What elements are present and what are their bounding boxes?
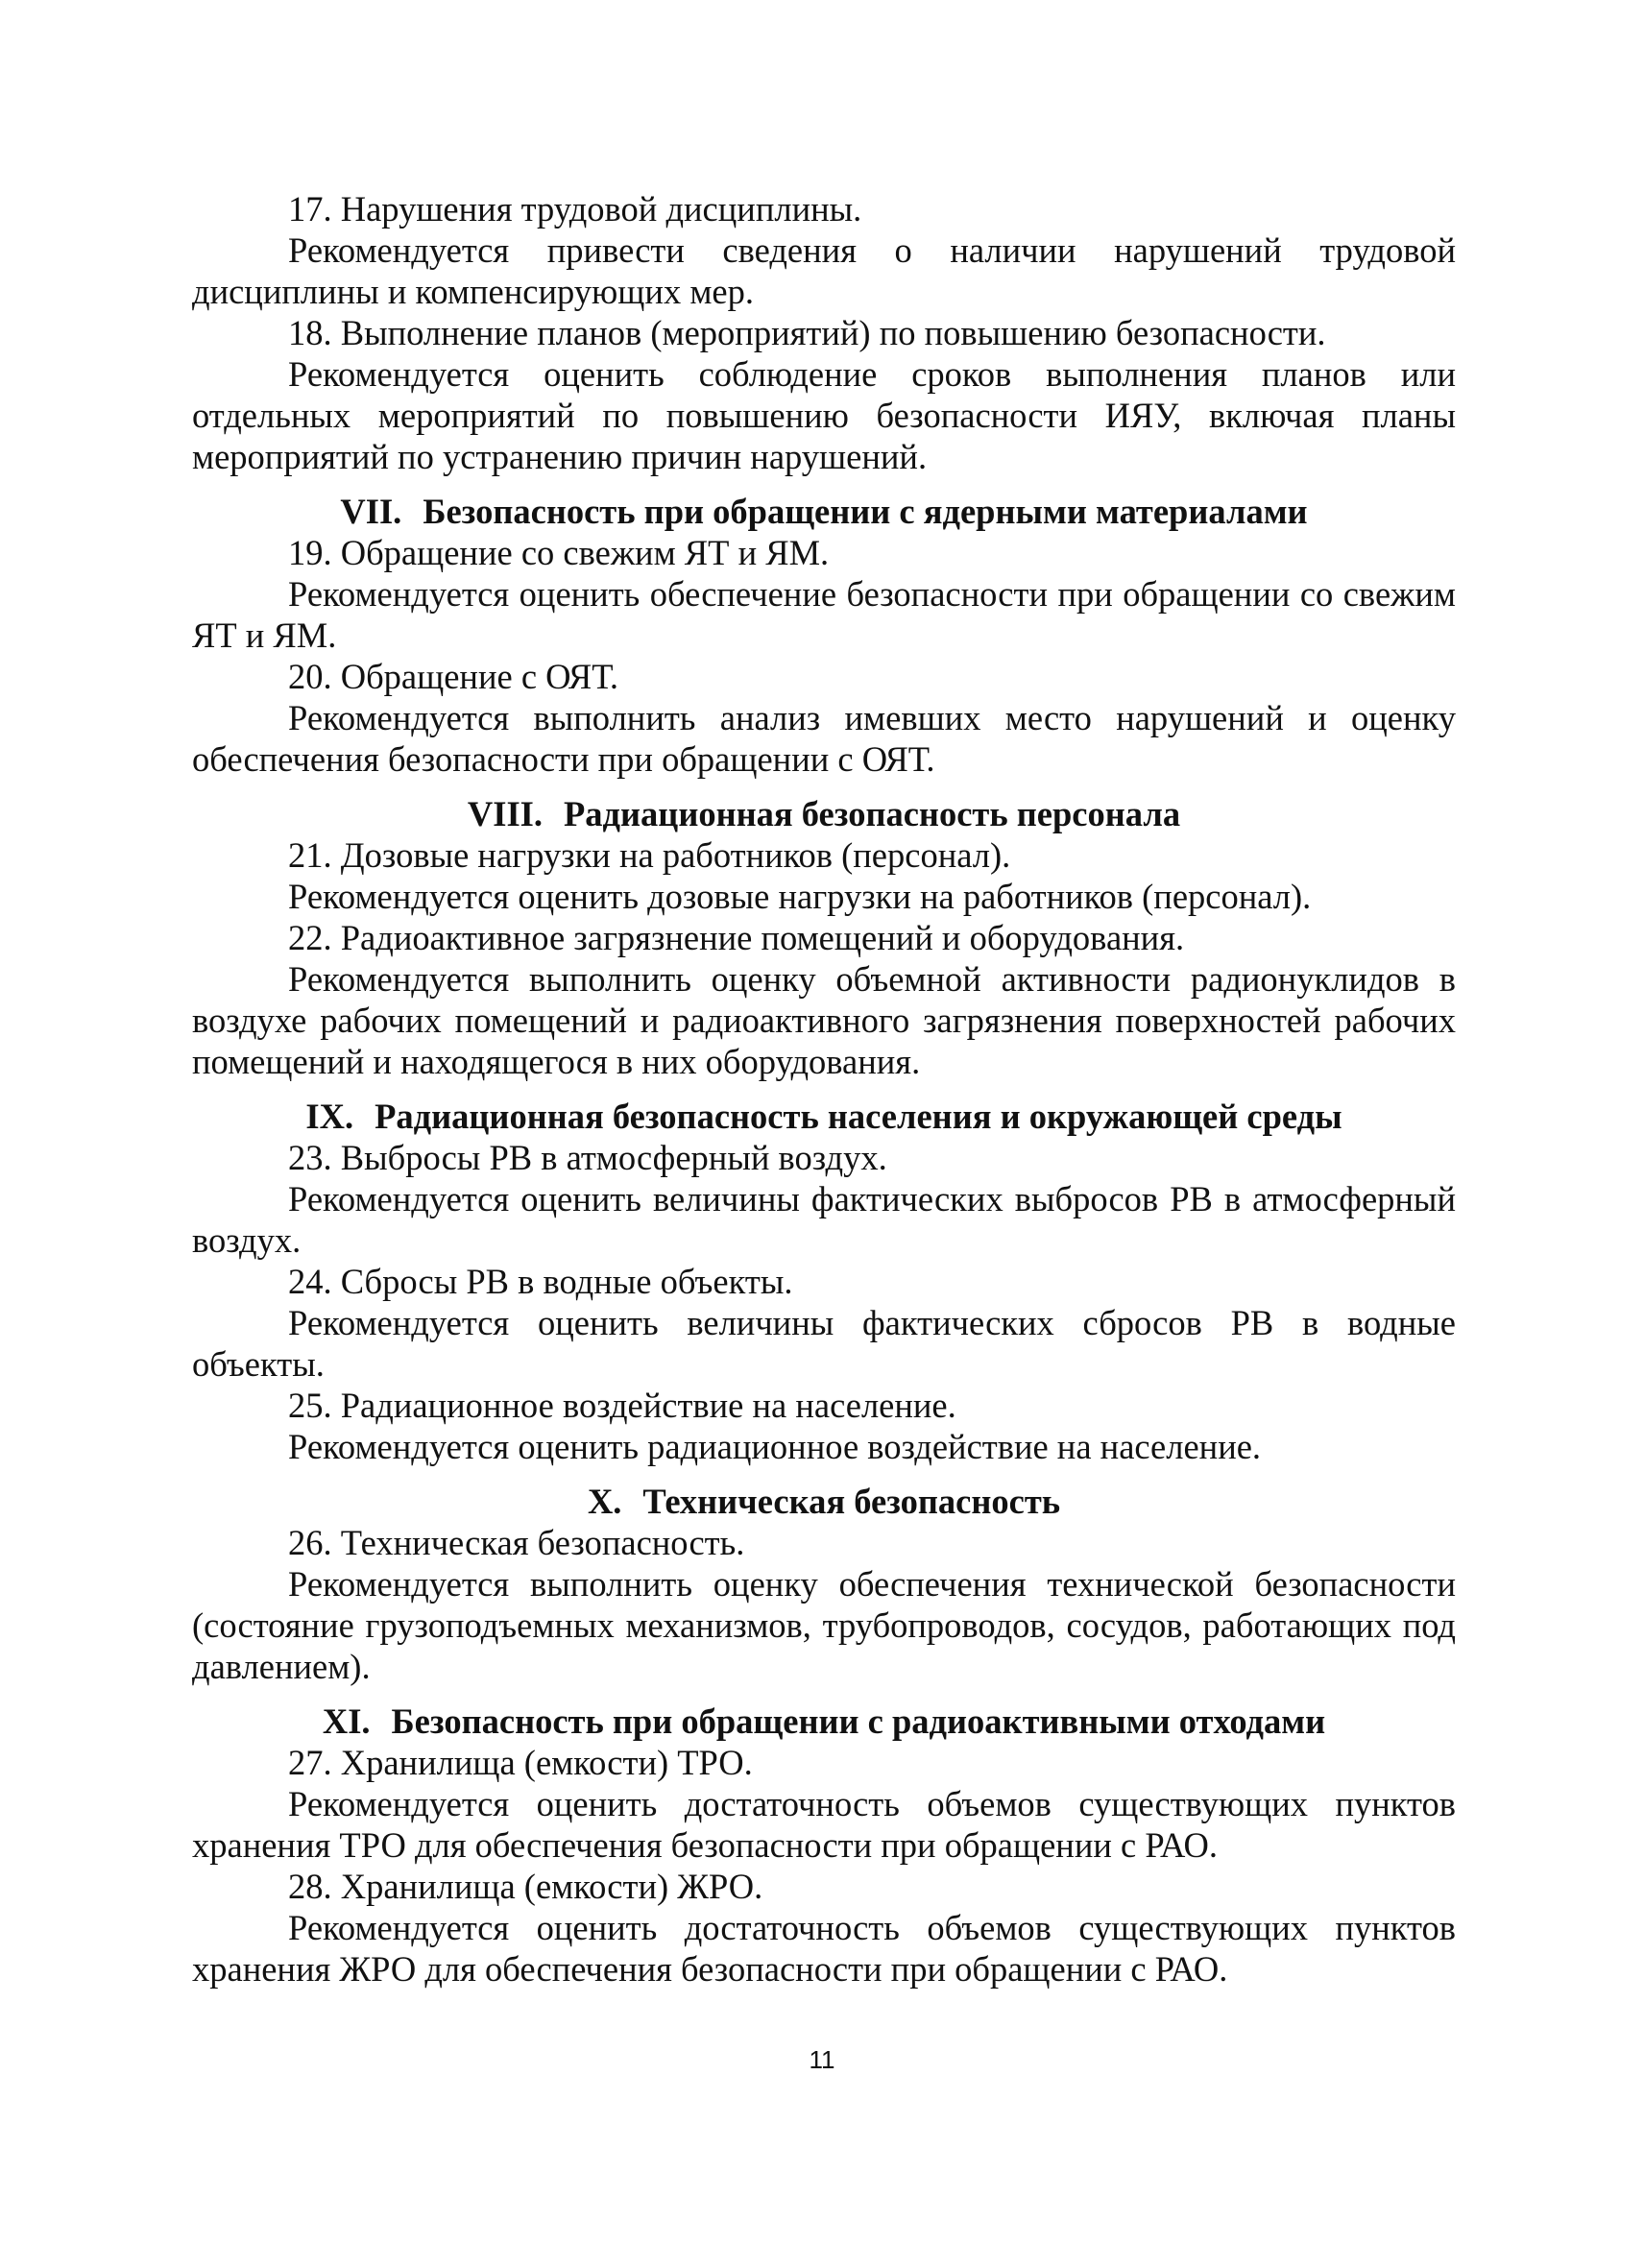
list-item: 20. Обращение с ОЯТ. [288,657,619,696]
section-title: Безопасность при обращении с ядерными материалами [423,492,1308,531]
paragraph: Рекомендуется оценить обеспечение безопасности при обращении со свежим ЯТ и ЯМ. [192,574,1456,655]
list-item: 22. Радиоактивное загрязнение помещений и оборудования. [288,918,1185,957]
section-number: VIII. [467,794,543,833]
section-title: Безопасность при обращении с радиоактивными отходами [391,1701,1326,1741]
section-heading [192,1481,1456,1522]
list-item: 27. Хранилища (емкости) ТРО. [288,1743,753,1782]
list-item: 24. Сбросы РВ в водные объекты. [288,1262,793,1301]
paragraph: Рекомендуется выполнить оценку обеспечения технической безопасности (состояние грузоподъемных механизмов, трубопроводов, сосудов, работающих под давлением). [192,1564,1456,1686]
list-item: 21. Дозовые нагрузки на работников (персонал). [288,835,1011,875]
section-title: Радиационная безопасность персонала [564,794,1181,833]
section-heading [192,491,1456,532]
list-item: 19. Обращение со свежим ЯТ и ЯМ. [288,533,830,572]
section-number: XI. [322,1701,371,1741]
list-item: 25. Радиационное воздействие на население. [288,1386,956,1425]
paragraph: Рекомендуется выполнить анализ имевших место нарушений и оценку обеспечения безопасности при обращении с ОЯТ. [192,698,1456,779]
section-title: Техническая безопасность [642,1482,1061,1521]
paragraph: Рекомендуется оценить радиационное воздействие на население. [288,1427,1262,1466]
paragraph: Рекомендуется оценить дозовые нагрузки на работников (персонал). [288,877,1312,916]
section-number: VII. [340,492,402,531]
section-number: IX. [305,1097,354,1136]
section-heading [192,793,1456,834]
paragraph: Рекомендуется оценить достаточность объемов существующих пунктов хранения ТРО для обеспечения безопасности при обращении с РАО. [192,1784,1456,1865]
list-item: 23. Выбросы РВ в атмосферный воздух. [288,1138,887,1177]
paragraph: Рекомендуется выполнить оценку объемной активности радионуклидов в воздухе рабочих помещений и радиоактивного загрязнения поверхностей рабочих помещений и находящегося в них оборудования. [192,959,1456,1081]
list-item: 26. Техническая безопасность. [288,1523,745,1562]
paragraph: Рекомендуется оценить величины фактических выбросов РВ в атмосферный воздух. [192,1179,1456,1260]
document-page [192,188,1456,1990]
section-title: Радиационная безопасность населения и окружающей среды [375,1097,1342,1136]
paragraph: Рекомендуется оценить достаточность объемов существующих пунктов хранения ЖРО для обеспечения безопасности при обращении с РАО. [192,1908,1456,1989]
section-heading [192,1096,1456,1137]
paragraph: Рекомендуется оценить соблюдение сроков выполнения планов или отдельных мероприятий по повышению безопасности ИЯУ, включая планы мероприятий по устранению причин нарушений. [192,354,1456,476]
paragraph: Рекомендуется оценить величины фактических сбросов РВ в водные объекты. [192,1303,1456,1384]
list-item: 28. Хранилища (емкости) ЖРО. [288,1867,763,1906]
list-item: 17. Нарушения трудовой дисциплины. [288,189,862,229]
section-number: X. [587,1482,622,1521]
section-heading [192,1701,1456,1742]
paragraph: Рекомендуется привести сведения о наличии нарушений трудовой дисциплины и компенсирующих мер. [192,230,1456,311]
page-number: 11 [809,2045,835,2074]
list-item: 18. Выполнение планов (мероприятий) по повышению безопасности. [288,313,1326,352]
